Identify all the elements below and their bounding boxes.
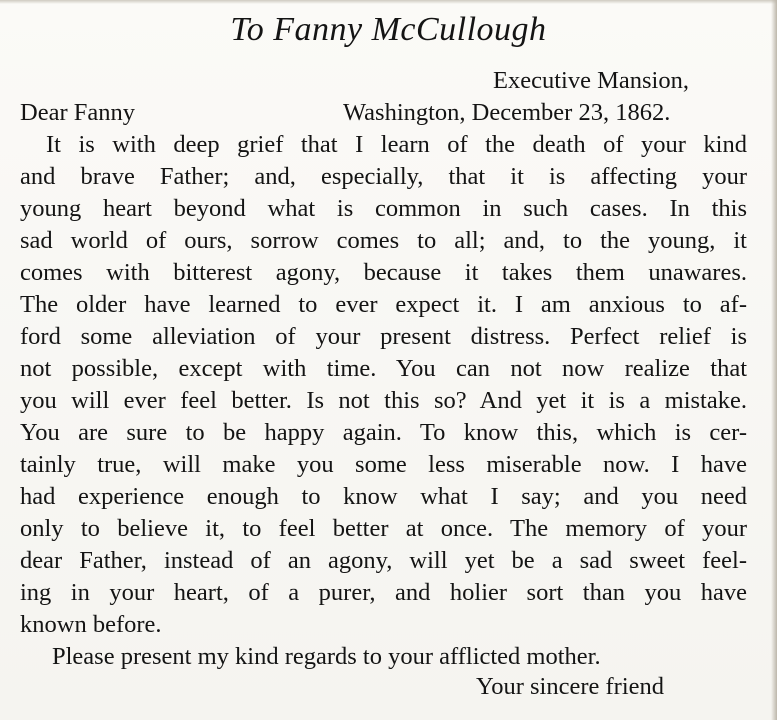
body-line: not possible, except with time. You can not now realize that [20,355,747,382]
page-edge-shadow-top [0,0,777,4]
salutation: Dear Fanny [20,99,135,126]
body-line: you will ever feel better. Is not this so? And yet it is a mistake. [20,387,747,414]
signoff: Your sincere friend [476,673,665,700]
body-line: had experience enough to know what I say; and you need [20,483,747,510]
body-line: It is with deep grief that I learn of the death of your kind [46,131,747,158]
body-line: ford some alleviation of your present distress. Perfect relief is [20,323,747,350]
letter-title: To Fanny McCullough [230,11,547,48]
body-line: ing in your heart, of a purer, and holier sort than you have [20,579,747,606]
body-line: The older have learned to ever expect it. I am anxious to af- [20,291,747,318]
body-line: comes with bitterest agony, because it takes them unawares. [20,259,747,286]
body-line: young heart beyond what is common in such cases. In this [20,195,747,222]
sender-address: Executive Mansion, [493,67,689,94]
page-edge-shadow-right [771,0,777,720]
body-line: and brave Father; and, especially, that it is affecting your [20,163,747,190]
closing-line: Please present my kind regards to your afflicted mother. [52,643,601,670]
body-line: dear Father, instead of an agony, will yet be a sad sweet feel- [20,547,747,574]
place-and-date: Washington, December 23, 1862. [343,99,671,126]
body-line: tainly true, will make you some less miserable now. I have [20,451,747,478]
body-line: only to believe it, to feel better at once. The memory of your [20,515,747,542]
body-line: known before. [20,611,162,638]
body-line: You are sure to be happy again. To know this, which is cer- [20,419,747,446]
body-line: sad world of ours, sorrow comes to all; and, to the young, it [20,227,747,254]
